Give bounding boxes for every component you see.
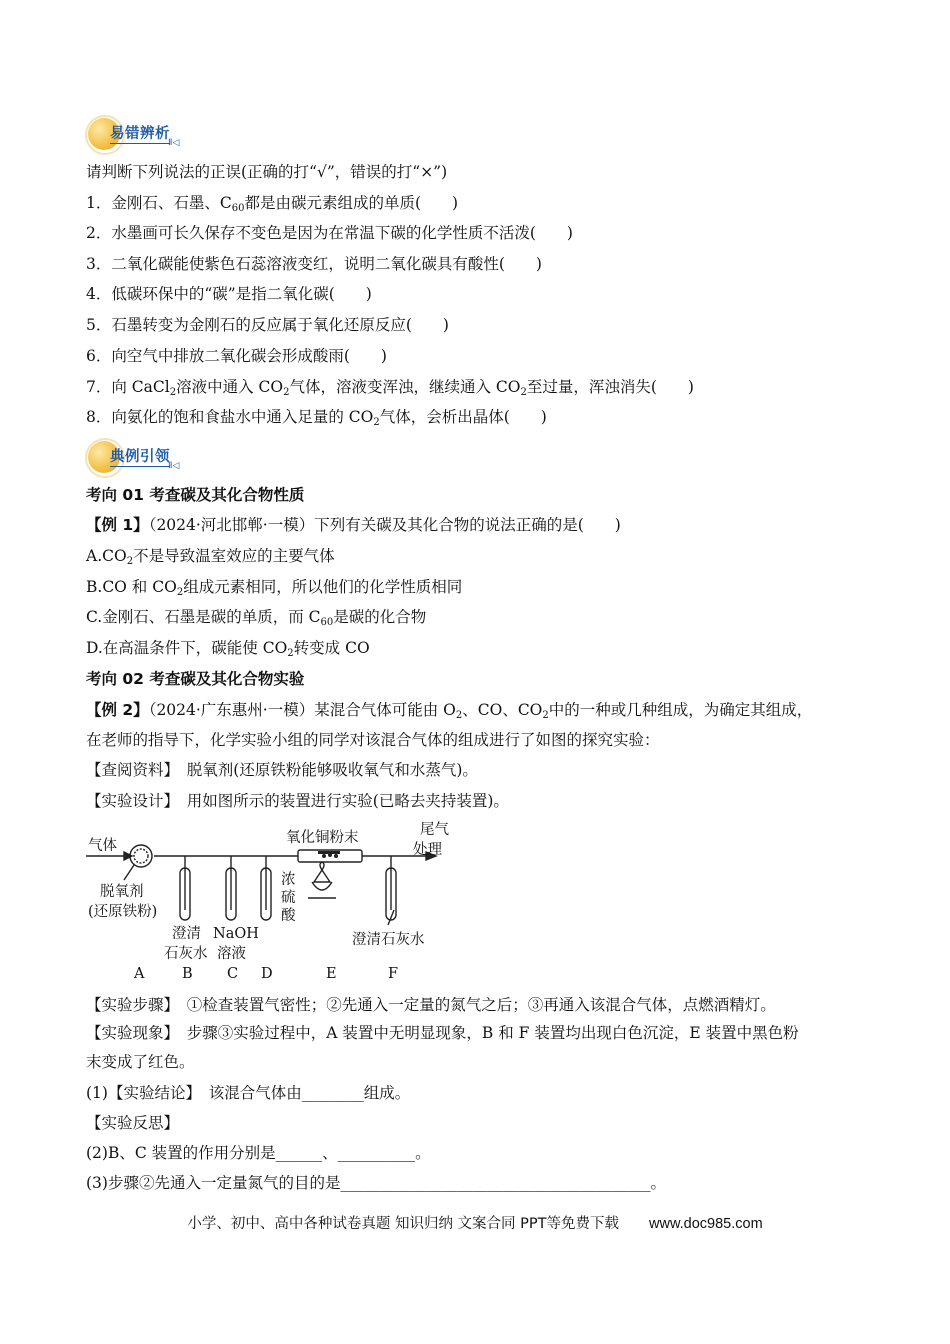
example-1-option-b: B.CO 和 $CO_2$组成元素相同，所以他们的化学性质相同	[86, 578, 463, 598]
letter-f: F	[388, 966, 399, 982]
experiment-design: 【实验设计】 用如图所示的装置进行实验(已略去夹持装置)。	[86, 792, 509, 810]
footer	[0, 1212, 950, 1233]
footer-text: 小学、初中、高中各种试卷真题 知识归纳 文案合同 PPT等免费下载	[187, 1216, 620, 1232]
item-6: 6．向空气中排放二氧化碳会形成酸雨( )	[86, 347, 387, 365]
example-1-option-a: $A.CO_2$不是导致温室效应的主要气体	[86, 547, 335, 567]
label-tail1: 尾气	[420, 822, 449, 838]
item-3: 3．二氧化碳能使紫色石蕊溶液变红，说明二氧化碳具有酸性( )	[86, 255, 542, 273]
reference-info: 【查阅资料】 脱氧剂(还原铁粉能够吸收氧气和水蒸气)。	[86, 761, 478, 779]
question-1: (1)【实验结论】 该混合气体由________组成。	[86, 1084, 411, 1102]
badge-mark-icon: Ⅱ◁	[168, 138, 180, 148]
label-acid1: 浓	[281, 872, 296, 888]
example-2-stem-line2: 在老师的指导下，化学实验小组的同学对该混合气体的组成进行了如图的探究实验：	[86, 731, 660, 749]
example-1-option-d: D.在高温条件下，碳能使 $CO_2$转变成 CO	[86, 639, 370, 659]
apparatus-diagram	[86, 820, 449, 985]
letter-d: D	[261, 966, 273, 982]
instruction: 请判断下列说法的正误(正确的打“√”，错误的打“×”)	[86, 163, 448, 181]
label-lime1: 澄清	[172, 926, 201, 942]
letter-c: C	[227, 966, 239, 982]
question-2: (2)B、C 装置的作用分别是______、__________。	[86, 1144, 431, 1162]
label-deox2: (还原铁粉)	[88, 904, 158, 920]
label-lime-f: 澄清石灰水	[352, 932, 425, 948]
topic-2-heading: 考向 02 考查碳及其化合物实验	[86, 670, 305, 688]
badge-title: 易错辨析	[110, 126, 170, 142]
label-gas: 气体	[88, 838, 117, 854]
section-badge-easy-mistakes	[88, 116, 184, 156]
question-3: (3)步骤②先通入一定量氮气的目的是________________________________________。	[86, 1174, 666, 1192]
label-acid3: 酸	[281, 908, 296, 924]
badge-title: 典例引领	[110, 449, 170, 465]
example-2-stem-line1: 【例 2】（2024·广东惠州·一模）某混合气体可能由 $O_2$、CO、$CO_2$中的一种或几种组成，为确定其组成，	[86, 701, 813, 721]
label-cuo: 氧化铜粉末	[286, 830, 359, 846]
item-2: 2．水墨画可长久保存不变色是因为在常温下碳的化学性质不活泼( )	[86, 224, 573, 242]
item-7: 7．向 CaCl$_2$溶液中通入 $CO_2$气体，溶液变浑浊，继续通入 $CO_2$至过量，浑浊消失( )	[86, 378, 694, 398]
label-deox1: 脱氧剂	[100, 884, 144, 900]
item-8: 8．向氨化的饱和食盐水中通入足量的 $CO_2$气体，会析出晶体( )	[86, 408, 547, 428]
item-4: 4．低碳环保中的“碳”是指二氧化碳( )	[86, 285, 372, 303]
label-lime2: 石灰水	[164, 946, 208, 962]
badge-mark-icon: Ⅱ◁	[168, 461, 180, 471]
reflection-heading: 【实验反思】	[86, 1114, 180, 1132]
label-naoh2: 溶液	[217, 946, 246, 962]
item-1: 1．金刚石、石墨、$C_{60}$都是由碳元素组成的单质( )	[86, 194, 459, 214]
example-1-stem: 【例 1】（2024·河北邯郸·一模）下列有关碳及其化合物的说法正确的是( )	[86, 516, 621, 534]
letter-e: E	[326, 966, 337, 982]
footer-site-link[interactable]: www.doc985.com	[649, 1216, 763, 1232]
label-tail2: 处理	[413, 842, 442, 858]
item-5: 5．石墨转变为金刚石的反应属于氧化还原反应( )	[86, 316, 449, 334]
experiment-phenomenon-line1: 【实验现象】 步骤③实验过程中，A 装置中无明显现象，B 和 F 装置均出现白色沉淀，E 装置中黑色粉	[86, 1024, 799, 1042]
experiment-phenomenon-line2: 末变成了红色。	[86, 1053, 195, 1071]
experiment-steps: 【实验步骤】 ①检查装置气密性；②先通入一定量的氮气之后；③再通入该混合气体，点燃酒精灯。	[86, 996, 776, 1014]
label-acid2: 硫	[281, 890, 296, 906]
example-1-option-c: C.金刚石、石墨是碳的单质，而 $C_{60}$是碳的化合物	[86, 608, 427, 628]
letter-b: B	[182, 966, 193, 982]
topic-1-heading: 考向 01 考查碳及其化合物性质	[86, 486, 305, 504]
section-badge-examples	[88, 439, 184, 479]
label-naoh1: NaOH	[213, 926, 259, 942]
letter-a: A	[134, 966, 145, 982]
